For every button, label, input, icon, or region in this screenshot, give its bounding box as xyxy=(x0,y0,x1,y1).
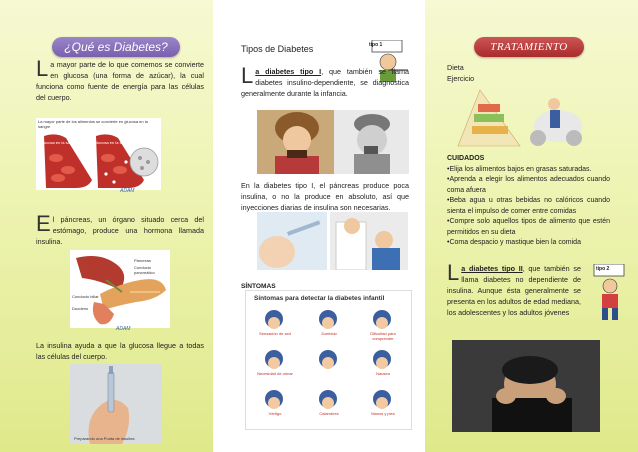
symptom-label-1: Sensación de sed xyxy=(259,331,291,336)
pancreas-illustration xyxy=(70,250,170,328)
drop-cap: L xyxy=(447,260,460,285)
poster-title: Síntomas para detectar la diabetes infantil xyxy=(254,295,385,302)
banner-what-is-diabetes: ¿Qué es Diabetes? xyxy=(52,37,180,57)
drop-cap: E xyxy=(36,211,51,236)
treatment-line-exercise: Ejercicio xyxy=(447,74,475,83)
pen-caption: Preparando una Punta de insulina xyxy=(74,436,135,441)
injection-illustration xyxy=(257,212,327,270)
intro-text: a mayor parte de lo que comemos se convierte en glucosa (una forma de azúcar), la cual funciona como fuente de energía para las células del cuerpo. xyxy=(36,60,204,102)
symptoms-heading: SÍNTOMAS xyxy=(241,283,276,290)
worried-adult-photo xyxy=(452,340,600,432)
type2-link: a diabetes tipo II xyxy=(461,264,523,273)
intro-paragraph xyxy=(36,56,204,103)
food-pyramid-illustration xyxy=(450,86,592,150)
boy-eating-illustration xyxy=(334,110,409,174)
label-bile-duct: Conducto biliar xyxy=(72,294,99,299)
pancreas-figure xyxy=(70,250,170,328)
drop-cap: L xyxy=(36,56,49,81)
adam-logo: ADAM xyxy=(120,188,135,194)
hand-pen-illustration xyxy=(70,364,162,444)
type2-text: , que también se llama diabetes no dependiente de insulina. Aunque ésta generalmente se presenta en los adultos de edad mediana, los adolescentes y los adultos jóvenes xyxy=(447,264,581,317)
pancreas-text: l páncreas, un órgano situado cerca del estómago, produce una hormona llamada insulina. xyxy=(36,215,204,246)
label-pancreatic-duct: Conducto pancreático xyxy=(134,265,155,275)
worried-adult-illustration xyxy=(452,340,600,432)
figure-caption: La mayor parte de los alimentos se convierte en glucosa en la sangre xyxy=(38,119,148,129)
care-item: •Coma despacio y mastique bien la comida xyxy=(447,239,581,246)
injection-photo xyxy=(257,212,327,270)
blood-vessel-illustration xyxy=(36,118,161,190)
tag-type1: tipo 1 xyxy=(369,42,383,48)
type1-paragraph xyxy=(241,63,409,99)
care-item: •Beba agua u otras bebidas no calóricos cuando sienta el impulso de comer entre comidas xyxy=(447,197,610,215)
symptom-label-4: Necesidad de orinar xyxy=(257,371,293,376)
left-label: Glucosa en la sangre xyxy=(40,140,78,145)
right-label: Glucosa en la sangre xyxy=(94,140,132,145)
symptom-label-8: Calambres xyxy=(319,411,339,416)
type2-paragraph xyxy=(447,260,581,318)
insulin-paragraph: La insulina ayuda a que la glucosa llegue a todas las células del cuerpo. xyxy=(36,341,204,361)
girl-eating-photo xyxy=(257,110,334,174)
symptom-label-3: Dificultad para comprender xyxy=(370,331,396,341)
nurse-child-illustration xyxy=(330,212,408,270)
treatment-line-diet: Dieta xyxy=(447,63,464,72)
boy-eating-photo xyxy=(334,110,409,174)
symptoms-poster xyxy=(245,290,412,430)
glucose-blood-figure xyxy=(36,118,161,190)
insulin-pen-photo xyxy=(70,364,162,444)
care-list xyxy=(447,154,610,249)
pancreas-paragraph xyxy=(36,211,204,247)
label-duodenum: Duodeno xyxy=(72,306,89,311)
symptom-label-9: Manos y pies xyxy=(371,411,395,416)
tag-type2: tipo 2 xyxy=(596,266,610,272)
care-title: CUIDADOS xyxy=(447,155,485,162)
care-item: •Elija los alimentos bajos en grasas saturadas. xyxy=(447,165,592,173)
types-title: Tipos de Diabetes xyxy=(241,44,314,54)
symptom-label-7: Vértigo xyxy=(268,411,282,416)
drop-cap: L xyxy=(241,63,254,88)
adam-logo: ADAM xyxy=(116,326,131,332)
type1-insulin-paragraph: En la diabetes tipo I, el páncreas produce poca insulina, o no la produce en absoluto, así que inyecciones diarias de insulina son necesarias. xyxy=(241,181,409,212)
symptom-label-6: Nausea xyxy=(376,371,390,376)
symptom-icons xyxy=(246,291,411,429)
care-item: •Aprenda a elegir los alimentos adecuados cuando coma afuera xyxy=(447,176,610,194)
food-pyramid-graphic xyxy=(450,86,592,150)
type1-link: a diabetes tipo I xyxy=(255,67,322,76)
girl-eating-illustration xyxy=(257,110,334,174)
kid-type2-icon xyxy=(590,264,630,324)
nurse-child-photo xyxy=(330,212,408,270)
panel-what-is-diabetes xyxy=(0,0,213,452)
banner-treatment: TRATAMIENTO xyxy=(474,37,584,57)
type1-text: , que también se llama diabetes insulino-dependiente, se diagnostica generalmente durante la infancia. xyxy=(241,67,409,98)
symptom-label-2: Zumbido xyxy=(321,331,337,336)
care-item: •Compre solo aquellos tipos de alimento que estén permitidos en su dieta xyxy=(447,218,610,236)
label-pancreas: Páncreas xyxy=(134,258,151,263)
